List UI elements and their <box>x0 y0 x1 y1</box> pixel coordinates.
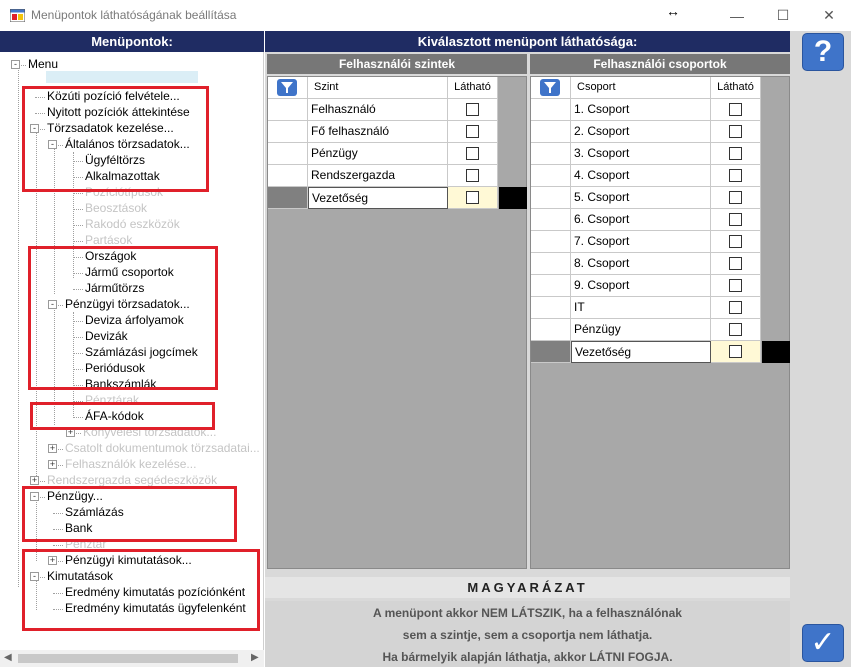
visible-cell <box>711 253 761 275</box>
expand-icon[interactable]: + <box>31 475 38 485</box>
row-selector[interactable] <box>268 143 308 165</box>
row-selector[interactable] <box>531 165 571 187</box>
table-row[interactable]: 4. Csoport <box>571 165 711 187</box>
tree-item[interactable]: Pozíciótípusok <box>85 185 164 199</box>
visible-cell <box>448 187 498 209</box>
ok-button[interactable] <box>802 624 844 662</box>
filter-icon[interactable] <box>540 79 560 96</box>
visible-cell <box>448 165 498 187</box>
visible-cell <box>711 209 761 231</box>
row-selector[interactable] <box>531 231 571 253</box>
menu-items-header: Menüpontok: <box>0 31 264 52</box>
tree-connector <box>73 225 83 226</box>
visible-checkbox[interactable] <box>729 345 742 358</box>
explanation-line: Ha bármelyik alapján láthatja, akkor LÁTNI FOGJA. <box>382 650 673 664</box>
tree-item[interactable]: Devizák <box>85 329 128 343</box>
visible-checkbox[interactable] <box>466 147 479 160</box>
visible-checkbox[interactable] <box>466 125 479 138</box>
close-button[interactable]: ✕ <box>823 7 835 23</box>
expand-icon[interactable]: + <box>49 555 56 565</box>
visible-checkbox[interactable] <box>729 301 742 314</box>
table-row[interactable]: IT <box>571 297 711 319</box>
table-row[interactable]: 6. Csoport <box>571 209 711 231</box>
visible-checkbox[interactable] <box>466 103 479 116</box>
visible-cell <box>711 143 761 165</box>
collapse-icon[interactable]: - <box>30 124 39 133</box>
table-row[interactable]: Felhasználó <box>308 99 448 121</box>
visible-cell <box>711 165 761 187</box>
visible-checkbox[interactable] <box>729 323 742 336</box>
minimize-button[interactable]: — <box>730 7 744 24</box>
collapse-icon[interactable]: - <box>48 140 57 149</box>
tree-connector <box>73 193 83 194</box>
visible-checkbox[interactable] <box>729 169 742 182</box>
table-row[interactable]: Vezetőség <box>308 187 448 209</box>
tree-item[interactable]: Kimutatások <box>47 569 114 583</box>
tree-connector <box>53 545 63 546</box>
help-button[interactable] <box>802 33 844 71</box>
filter-icon[interactable] <box>277 79 297 96</box>
tree-item[interactable]: Rendszergazda segédeszközök <box>47 473 218 487</box>
collapse-icon[interactable]: - <box>48 300 57 309</box>
tree-item[interactable]: Alkalmazottak <box>85 169 160 183</box>
scroll-right-icon[interactable]: ▶ <box>251 652 259 663</box>
visible-cell <box>711 231 761 253</box>
tree-item[interactable]: Felhasználók kezelése... <box>65 457 197 471</box>
tree-item[interactable]: Deviza árfolyamok <box>85 313 184 327</box>
levels-grid[interactable] <box>267 76 527 569</box>
tree-selection-highlight <box>46 71 198 83</box>
visible-checkbox[interactable] <box>729 213 742 226</box>
visible-checkbox[interactable] <box>729 235 742 248</box>
visible-checkbox[interactable] <box>729 191 742 204</box>
column-header-visible[interactable]: Látható <box>711 77 761 99</box>
tree-item[interactable]: Bank <box>65 521 93 535</box>
row-selector[interactable] <box>531 319 571 341</box>
visible-checkbox[interactable] <box>466 169 479 182</box>
row-selector[interactable] <box>531 297 571 319</box>
row-selector[interactable] <box>531 99 571 121</box>
explanation-line: sem a szintje, sem a csoportja nem láthatja. <box>402 628 653 642</box>
visible-checkbox[interactable] <box>729 147 742 160</box>
question-icon: ? <box>813 35 833 68</box>
visible-cell <box>711 99 761 121</box>
highlight-box <box>22 486 237 542</box>
table-row[interactable]: 7. Csoport <box>571 231 711 253</box>
expand-icon[interactable]: + <box>49 443 56 453</box>
table-row[interactable]: 9. Csoport <box>571 275 711 297</box>
row-selector[interactable] <box>531 209 571 231</box>
row-selector[interactable] <box>268 99 308 121</box>
tree-item[interactable]: Partások <box>85 233 133 247</box>
row-selector[interactable] <box>531 143 571 165</box>
highlight-box <box>30 402 215 430</box>
row-selector[interactable] <box>268 121 308 143</box>
tree-item[interactable]: ÁFA-kódok <box>85 409 144 423</box>
visible-checkbox[interactable] <box>729 103 742 116</box>
window-title: Menüpontok láthatóságának beállítása <box>31 8 237 22</box>
table-row[interactable]: Vezetőség <box>571 341 711 363</box>
row-selector[interactable] <box>531 341 571 363</box>
tree-item[interactable]: Pénztár <box>65 537 107 551</box>
row-selector[interactable] <box>531 253 571 275</box>
column-header-name[interactable]: Szint <box>308 77 448 99</box>
table-row[interactable]: 1. Csoport <box>571 99 711 121</box>
visible-cell <box>448 143 498 165</box>
visible-cell <box>711 319 761 341</box>
table-row[interactable]: 5. Csoport <box>571 187 711 209</box>
highlight-box <box>22 549 260 631</box>
collapse-icon[interactable]: - <box>30 492 39 501</box>
tree-item[interactable]: Pénzügyi törzsadatok... <box>65 297 190 311</box>
visible-cell <box>711 341 761 363</box>
visibility-header: Kiválasztott menüpont láthatósága: <box>265 31 790 52</box>
tree-item[interactable]: Csatolt dokumentumok törzsadatai... <box>65 441 260 455</box>
visible-cell <box>448 99 498 121</box>
tree-item[interactable]: Ügyféltörzs <box>85 153 146 167</box>
column-header-visible[interactable]: Látható <box>448 77 498 99</box>
tree-item[interactable]: Periódusok <box>85 361 146 375</box>
tree-item[interactable]: Járműtörzs <box>85 281 145 295</box>
resize-cursor-icon: ↔ <box>666 3 680 19</box>
tree-item[interactable]: Rakodó eszközök <box>85 217 180 231</box>
menu-tree[interactable] <box>0 52 264 650</box>
table-row[interactable]: 3. Csoport <box>571 143 711 165</box>
explanation-body <box>265 601 790 667</box>
tree-item[interactable]: Országok <box>85 249 137 263</box>
tree-connector <box>73 241 83 242</box>
tree-item[interactable]: Számlázás <box>65 505 124 519</box>
groups-grid[interactable] <box>530 76 790 569</box>
table-row[interactable]: Pénzügy <box>571 319 711 341</box>
visible-cell <box>711 187 761 209</box>
row-selector[interactable] <box>268 187 308 209</box>
table-row[interactable]: Rendszergazda <box>308 165 448 187</box>
grid-header-cell <box>531 77 571 99</box>
visible-checkbox[interactable] <box>729 279 742 292</box>
row-selector[interactable] <box>531 187 571 209</box>
explanation-title: MAGYARÁZAT <box>265 577 790 598</box>
tree-item[interactable]: Menu <box>28 57 59 71</box>
visible-cell <box>711 297 761 319</box>
tree-item[interactable]: Bankszámlák <box>85 377 157 391</box>
visible-cell <box>448 121 498 143</box>
visible-cell <box>711 121 761 143</box>
collapse-icon[interactable]: - <box>11 60 20 69</box>
tree-connector <box>73 209 83 210</box>
checkmark-icon: ✓ <box>810 626 836 659</box>
levels-title: Felhasználói szintek <box>267 54 527 74</box>
tree-item[interactable]: Könyvelési törzsadatok... <box>83 425 217 439</box>
row-selector[interactable] <box>531 121 571 143</box>
table-row[interactable]: 2. Csoport <box>571 121 711 143</box>
scroll-left-icon[interactable]: ◀ <box>4 652 12 663</box>
visible-cell <box>711 275 761 297</box>
table-row[interactable]: Pénzügy <box>308 143 448 165</box>
visible-checkbox[interactable] <box>729 125 742 138</box>
tree-item[interactable]: Pénzügy... <box>47 489 103 503</box>
maximize-button[interactable]: ☐ <box>776 7 790 23</box>
tree-item[interactable]: Általános törzsadatok... <box>65 137 190 151</box>
tree-item[interactable]: Pénzügyi kimutatások... <box>65 553 192 567</box>
tree-item[interactable]: Jármű csoportok <box>85 265 174 279</box>
tree-item[interactable]: Törzsadatok kezelése... <box>47 121 174 135</box>
table-row[interactable]: Fő felhasználó <box>308 121 448 143</box>
explanation-line: A menüpont akkor NEM LÁTSZIK, ha a felhasználónak <box>373 606 682 620</box>
scrollbar-thumb[interactable] <box>18 654 238 663</box>
tree-item[interactable]: Beosztások <box>85 201 148 215</box>
groups-title: Felhasználói csoportok <box>530 54 790 74</box>
tree-item[interactable]: Eredmény kimutatás pozíciónként <box>65 585 246 599</box>
highlight-box <box>22 86 209 192</box>
visible-checkbox[interactable] <box>466 191 479 204</box>
row-end-marker <box>762 341 790 363</box>
row-selector[interactable] <box>531 275 571 297</box>
table-row[interactable]: 8. Csoport <box>571 253 711 275</box>
tree-item[interactable]: Nyitott pozíciók áttekintése <box>47 105 190 119</box>
grid-header-cell <box>268 77 308 99</box>
column-header-name[interactable]: Csoport <box>571 77 711 99</box>
row-selector[interactable] <box>268 165 308 187</box>
tree-item[interactable]: Eredmény kimutatás ügyfelenként <box>65 601 246 615</box>
highlight-box <box>28 246 218 390</box>
app-icon <box>10 9 25 22</box>
row-end-marker <box>499 187 527 209</box>
tree-item[interactable]: Közúti pozíció felvétele... <box>47 89 180 103</box>
tree-item[interactable]: Számlázási jogcímek <box>85 345 198 359</box>
tree-guide-line <box>18 67 19 587</box>
visible-checkbox[interactable] <box>729 257 742 270</box>
expand-icon[interactable]: + <box>67 427 74 437</box>
expand-icon[interactable]: + <box>49 459 56 469</box>
tree-item[interactable]: Pénztárak <box>85 393 140 407</box>
collapse-icon[interactable]: - <box>30 572 39 581</box>
